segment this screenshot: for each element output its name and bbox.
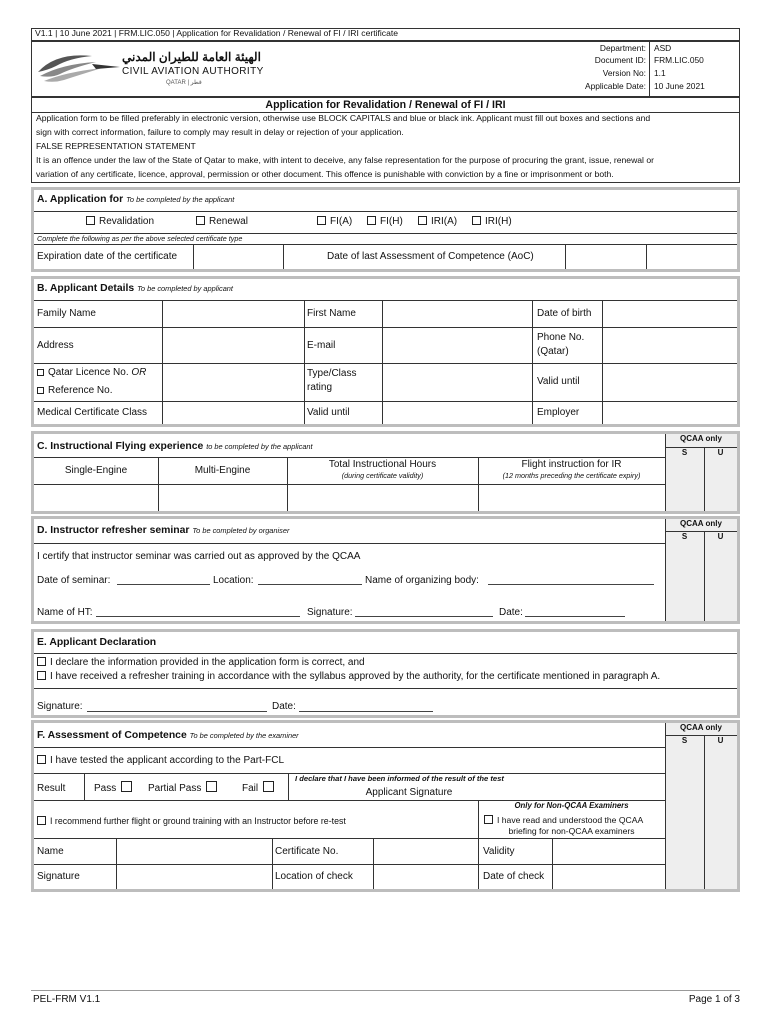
meta-value-2: 1.1 bbox=[654, 68, 666, 78]
medical-valid-input[interactable] bbox=[383, 402, 531, 423]
result-label: Result bbox=[37, 783, 66, 794]
licence-input[interactable] bbox=[163, 364, 303, 400]
intro-line-3: FALSE REPRESENTATION STATEMENT bbox=[36, 141, 196, 151]
qcaa-shade-c bbox=[665, 434, 737, 511]
meta-value-3: 10 June 2021 bbox=[654, 81, 705, 91]
section-a-title: A. Application for To be completed by the applicant bbox=[37, 194, 235, 205]
meta-label-1: Document ID: bbox=[594, 55, 646, 65]
fail-checkbox[interactable]: Fail bbox=[242, 781, 278, 795]
meta-label-3: Applicable Date: bbox=[585, 81, 646, 91]
qcaa-u-f: U bbox=[717, 736, 724, 745]
fi-a-checkbox[interactable]: FI(A) bbox=[317, 216, 352, 228]
employer-label: Employer bbox=[537, 407, 580, 418]
examiner-signature-input[interactable] bbox=[117, 865, 271, 888]
certificate-no-input[interactable] bbox=[374, 839, 477, 863]
ht-signature-label: Signature: bbox=[307, 607, 353, 618]
checkbox-icon bbox=[196, 216, 205, 225]
date-check-input[interactable] bbox=[553, 865, 664, 888]
declare-correct-checkbox[interactable]: I declare the information provided in the application form is correct, and bbox=[37, 657, 365, 669]
qcaa-u-c: U bbox=[717, 448, 724, 457]
checkbox-icon bbox=[206, 781, 217, 792]
footer-page-number: Page 1 of 3 bbox=[688, 994, 740, 1005]
qcaa-title-c: QCAA only bbox=[680, 434, 722, 443]
ht-name-label: Name of HT: bbox=[37, 607, 93, 618]
applicant-date-label: Date: bbox=[272, 701, 296, 712]
applicant-signature-label: Signature: bbox=[37, 701, 83, 712]
logo-english: CIVIL AVIATION AUTHORITY bbox=[122, 66, 264, 77]
section-a-note: Complete the following as per the above selected certificate type bbox=[37, 234, 243, 243]
reference-no-option[interactable]: Reference No. bbox=[37, 385, 112, 397]
qcaa-s-f: S bbox=[681, 736, 688, 745]
partial-pass-checkbox[interactable]: Partial Pass bbox=[148, 781, 221, 795]
pass-checkbox[interactable]: Pass bbox=[94, 781, 136, 795]
seminar-location-field[interactable] bbox=[258, 584, 362, 585]
logo-arabic: الهيئة العامة للطيران المدني bbox=[122, 50, 261, 64]
checkbox-icon bbox=[484, 815, 493, 824]
address-label: Address bbox=[37, 340, 74, 351]
valid-until-input[interactable] bbox=[603, 364, 736, 400]
single-engine-input[interactable] bbox=[35, 485, 157, 510]
checkbox-icon bbox=[263, 781, 274, 792]
ht-date-field[interactable] bbox=[525, 616, 625, 617]
flight-ir-header: Flight instruction for IR bbox=[521, 459, 622, 470]
renewal-checkbox[interactable]: Renewal bbox=[196, 216, 248, 228]
organizing-body-field[interactable] bbox=[488, 584, 654, 585]
family-name-input[interactable] bbox=[163, 301, 303, 326]
family-name-label: Family Name bbox=[37, 308, 96, 319]
address-input[interactable] bbox=[163, 328, 303, 362]
declare-informed: I declare that I have been informed of the result of the test bbox=[295, 774, 504, 783]
flight-ir-input[interactable] bbox=[479, 485, 664, 510]
location-check-label: Location of check bbox=[275, 871, 353, 882]
qcaa-u-d: U bbox=[717, 532, 724, 541]
revalidation-checkbox[interactable]: Revalidation bbox=[86, 216, 154, 228]
seminar-date-field[interactable] bbox=[117, 584, 210, 585]
meta-value-0: ASD bbox=[654, 43, 672, 53]
ht-date-label: Date: bbox=[499, 607, 523, 618]
location-check-input[interactable] bbox=[374, 865, 477, 888]
expiration-label: Expiration date of the certificate bbox=[37, 251, 178, 262]
date-check-label: Date of check bbox=[483, 871, 545, 882]
dob-input[interactable] bbox=[603, 301, 736, 326]
footer-divider bbox=[31, 990, 740, 991]
dob-label: Date of birth bbox=[537, 308, 592, 319]
applicant-signature-header: Applicant Signature bbox=[365, 787, 453, 798]
employer-input[interactable] bbox=[603, 402, 736, 423]
examiner-signature-label: Signature bbox=[37, 871, 80, 882]
recommend-checkbox[interactable]: I recommend further flight or ground training with an Instructor before re-test bbox=[37, 816, 346, 826]
seminar-date-label: Date of seminar: bbox=[37, 575, 111, 586]
refresher-training-checkbox[interactable]: I have received a refresher training in accordance with the syllabus approved by the authority, for the certificate mentioned in paragraph A. bbox=[37, 671, 660, 683]
checkbox-icon bbox=[472, 216, 481, 225]
non-qcaa-title: Only for Non-QCAA Examiners bbox=[514, 801, 629, 810]
section-b-title: B. Applicant Details To be completed by applicant bbox=[37, 283, 233, 294]
certificate-no-label: Certificate No. bbox=[275, 846, 339, 857]
meta-label-2: Version No: bbox=[602, 68, 646, 78]
examiner-name-label: Name bbox=[37, 846, 64, 857]
iri-h-checkbox[interactable]: IRI(H) bbox=[472, 216, 512, 228]
checkbox-icon bbox=[37, 657, 46, 666]
type-rating-input[interactable] bbox=[383, 364, 531, 400]
qcaa-s-c: S bbox=[681, 448, 688, 457]
aoc-input[interactable] bbox=[566, 245, 646, 268]
checkbox-icon bbox=[37, 816, 46, 825]
checkbox-icon bbox=[86, 216, 95, 225]
valid-until-label: Valid until bbox=[537, 376, 580, 387]
section-d-title: D. Instructor refresher seminar To be completed by organiser bbox=[37, 525, 290, 536]
medical-valid-label: Valid until bbox=[307, 407, 350, 418]
type-class-label: Type/Class bbox=[307, 368, 357, 379]
flight-ir-sub: (12 months preceding the certificate expiry) bbox=[502, 471, 641, 480]
examiner-name-input[interactable] bbox=[117, 839, 271, 863]
checkbox-icon bbox=[418, 216, 427, 225]
ht-name-field[interactable] bbox=[96, 616, 300, 617]
seminar-location-label: Location: bbox=[213, 575, 254, 586]
intro-line-1: Application form to be filled preferably in electronic version, otherwise use BLOCK CAPITALS and blue or black ink. Applicant must fill out boxes and sections and bbox=[36, 113, 651, 123]
qcaa-shade-f bbox=[665, 723, 737, 889]
aoc-label: Date of last Assessment of Competence (AoC) bbox=[327, 251, 534, 262]
ht-signature-field[interactable] bbox=[355, 616, 493, 617]
checkbox-icon bbox=[37, 387, 44, 394]
checkbox-icon bbox=[37, 369, 44, 376]
section-f-title: F. Assessment of Competence To be completed by the examiner bbox=[37, 730, 299, 741]
expiration-input[interactable] bbox=[194, 245, 283, 268]
rating-label: rating bbox=[307, 382, 333, 393]
total-hours-input[interactable] bbox=[288, 485, 477, 510]
top-bar-text: V1.1 | 10 June 2021 | FRM.LIC.050 | Application for Revalidation / Renewal of FI / IRI certificate bbox=[35, 28, 399, 38]
intro-line-4: It is an offence under the law of the State of Qatar to make, with intent to deceive, any false representation for the purpose of procuring the grant, issue, renewal or bbox=[36, 155, 654, 165]
intro-line-2: sign with correct information, failure to comply may result in delay or rejection of your application. bbox=[36, 127, 404, 137]
first-name-input[interactable] bbox=[383, 301, 531, 326]
page-title: Application for Revalidation / Renewal of FI / IRI bbox=[265, 99, 506, 111]
first-name-label: First Name bbox=[307, 308, 356, 319]
section-e-title: E. Applicant Declaration bbox=[37, 637, 157, 648]
applicant-date-field[interactable] bbox=[299, 711, 433, 712]
section-c-title: C. Instructional Flying experience to be completed by the applicant bbox=[37, 441, 313, 452]
qatar-licence-option[interactable]: Qatar Licence No. OR bbox=[37, 367, 146, 379]
email-input[interactable] bbox=[383, 328, 531, 362]
medical-class-label: Medical Certificate Class bbox=[37, 407, 148, 418]
checkbox-icon bbox=[37, 755, 46, 764]
non-qcaa-line-2: briefing for non-QCAA examiners bbox=[508, 826, 635, 836]
multi-engine-input[interactable] bbox=[159, 485, 286, 510]
qcaa-title-f: QCAA only bbox=[680, 723, 722, 732]
total-hours-sub: (during certificate validity) bbox=[341, 471, 424, 480]
medical-class-input[interactable] bbox=[163, 402, 303, 423]
caa-logo-icon bbox=[36, 50, 122, 84]
validity-input[interactable] bbox=[553, 839, 664, 863]
meta-value-1: FRM.LIC.050 bbox=[654, 55, 704, 65]
applicant-signature-field[interactable] bbox=[87, 711, 267, 712]
intro-line-5: variation of any certificate, licence, approval, permission or other document. This offence is punishable with conviction by a fine or imprisonment or both. bbox=[36, 169, 614, 179]
tested-checkbox[interactable]: I have tested the applicant according to the Part-FCL bbox=[37, 755, 284, 767]
logo-country: QATAR | قطر bbox=[166, 80, 202, 86]
checkbox-icon bbox=[121, 781, 132, 792]
checkbox-icon bbox=[367, 216, 376, 225]
non-qcaa-checkbox[interactable]: I have read and understood the QCAA bbox=[484, 815, 643, 826]
validity-label: Validity bbox=[483, 846, 515, 857]
checkbox-icon bbox=[317, 216, 326, 225]
total-hours-header: Total Instructional Hours bbox=[328, 459, 437, 470]
phone-label: Phone No. bbox=[537, 332, 585, 343]
phone-input[interactable] bbox=[603, 328, 736, 362]
iri-a-checkbox[interactable]: IRI(A) bbox=[418, 216, 457, 228]
phone-label-2: (Qatar) bbox=[537, 346, 569, 357]
seminar-certify: I certify that instructor seminar was carried out as approved by the QCAA bbox=[37, 551, 361, 562]
organizing-body-label: Name of organizing body: bbox=[365, 575, 479, 586]
meta-label-0: Department: bbox=[599, 43, 646, 53]
email-label: E-mail bbox=[307, 340, 336, 351]
qcaa-s-d: S bbox=[681, 532, 688, 541]
footer-form-id: PEL-FRM V1.1 bbox=[33, 994, 101, 1005]
qcaa-title-d: QCAA only bbox=[680, 519, 722, 528]
checkbox-icon bbox=[37, 671, 46, 680]
multi-engine-header: Multi-Engine bbox=[194, 465, 251, 476]
fi-h-checkbox[interactable]: FI(H) bbox=[367, 216, 403, 228]
single-engine-header: Single-Engine bbox=[64, 465, 128, 476]
